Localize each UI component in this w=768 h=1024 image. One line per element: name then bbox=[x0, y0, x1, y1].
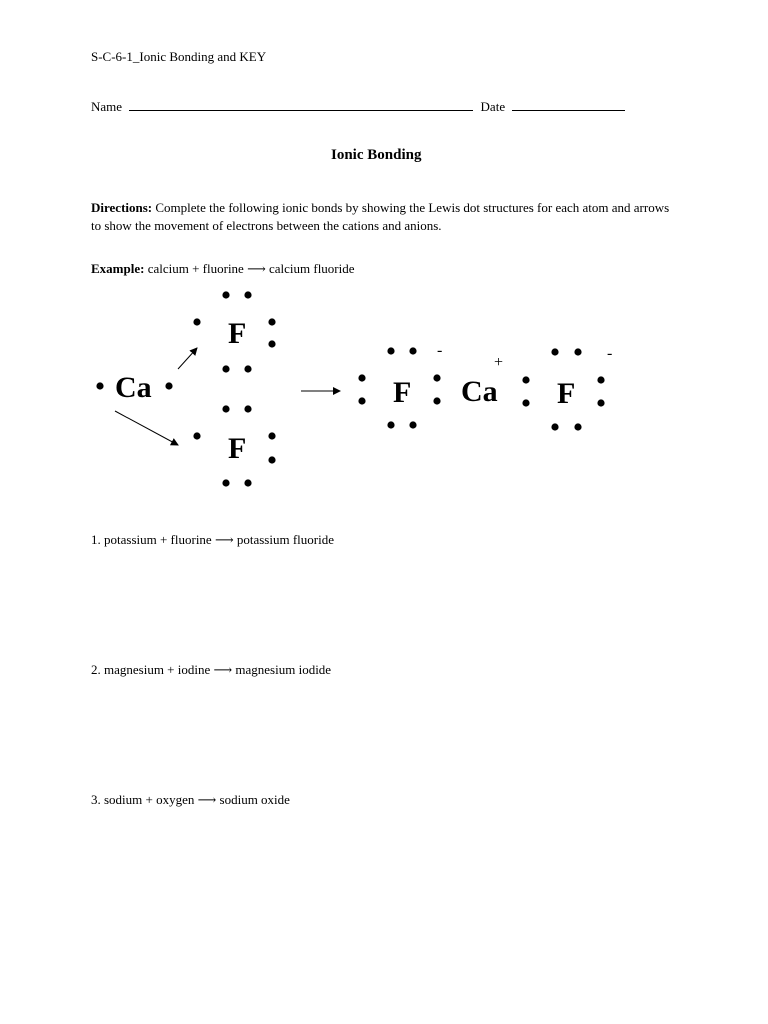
right-f-left-symbol: F bbox=[393, 376, 412, 409]
minus-left-charge: - bbox=[437, 342, 443, 359]
page-title: Ionic Bonding bbox=[331, 147, 422, 163]
left-f-bottom-symbol: F bbox=[228, 432, 247, 465]
minus-right-charge: - bbox=[607, 345, 613, 362]
name-label: Name bbox=[91, 99, 123, 114]
problem-1: 1. potassium + fluorine ⟶ potassium fluoride bbox=[91, 532, 334, 547]
plus-charge: + bbox=[494, 354, 504, 371]
problem-2: 2. magnesium + iodine ⟶ magnesium iodide bbox=[91, 662, 332, 677]
right-ca-symbol: Ca bbox=[461, 375, 498, 408]
left-ca-symbol: Ca bbox=[115, 371, 152, 404]
problem-3: 3. sodium + oxygen ⟶ sodium oxide bbox=[91, 792, 290, 807]
right-f-right-symbol: F bbox=[557, 377, 576, 410]
left-f-top-symbol: F bbox=[228, 317, 247, 350]
directions-text: Complete the following ionic bonds by showing the Lewis dot structures for each atom and arrows to show the movement of electrons between the cations and anions. bbox=[91, 200, 670, 233]
date-label: Date bbox=[480, 99, 506, 114]
directions-label: Directions: bbox=[91, 200, 153, 215]
example-label: Example: bbox=[91, 261, 145, 276]
example-text: calcium + fluorine ⟶ calcium fluoride bbox=[144, 261, 355, 276]
document-id: S-C-6-1_Ionic Bonding and KEY bbox=[91, 49, 267, 64]
